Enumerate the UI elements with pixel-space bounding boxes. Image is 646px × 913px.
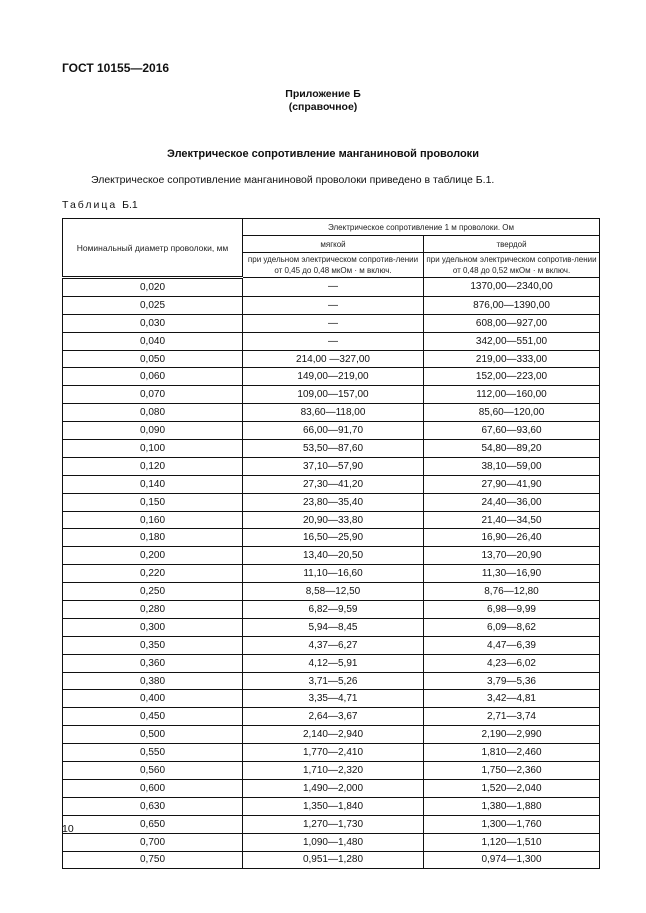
cell-hard-resistance: 1,120—1,510 [424,833,600,851]
header-hard-note: при удельном электрическом сопротив-лении от 0,48 до 0,52 мкОм · м включ. [424,253,600,278]
table-row [63,493,600,511]
cell-hard-resistance: 38,10—59,00 [424,457,600,475]
cell-hard-resistance: 1,520—2,040 [424,779,600,797]
table-body [63,278,600,869]
cell-diameter: 0,200 [63,547,243,565]
table-row [63,654,600,672]
cell-hard-resistance: 6,09—8,62 [424,618,600,636]
table-row [63,457,600,475]
table-row [63,618,600,636]
cell-soft-resistance: 1,710—2,320 [243,762,424,780]
cell-diameter: 0,280 [63,601,243,619]
cell-soft-resistance: — [243,278,424,297]
table-row [63,601,600,619]
cell-soft-resistance: 83,60—118,00 [243,404,424,422]
cell-hard-resistance: 876,00—1390,00 [424,296,600,314]
cell-hard-resistance: 4,23—6,02 [424,654,600,672]
cell-diameter: 0,025 [63,296,243,314]
cell-soft-resistance: 109,00—157,00 [243,386,424,404]
header-resistance-group: Электрическое сопротивление 1 м проволоки. Ом [243,219,600,236]
table-row [63,296,600,314]
page-number: 10 [62,823,74,835]
cell-diameter: 0,060 [63,368,243,386]
cell-soft-resistance: 4,12—5,91 [243,654,424,672]
cell-diameter: 0,100 [63,440,243,458]
cell-hard-resistance: 1,750—2,360 [424,762,600,780]
cell-soft-resistance: 2,140—2,940 [243,726,424,744]
cell-soft-resistance: — [243,296,424,314]
cell-soft-resistance: 2,64—3,67 [243,708,424,726]
cell-soft-resistance: 1,090—1,480 [243,833,424,851]
cell-diameter: 0,080 [63,404,243,422]
cell-soft-resistance: 13,40—20,50 [243,547,424,565]
cell-hard-resistance: 8,76—12,80 [424,583,600,601]
cell-hard-resistance: 608,00—927,00 [424,314,600,332]
cell-diameter: 0,750 [63,851,243,869]
cell-diameter: 0,220 [63,565,243,583]
table-row [63,565,600,583]
table-row [63,708,600,726]
cell-hard-resistance: 1,380—1,880 [424,797,600,815]
table-row [63,672,600,690]
appendix-subtitle: (справочное) [288,101,358,113]
cell-hard-resistance: 27,90—41,90 [424,475,600,493]
cell-diameter: 0,250 [63,583,243,601]
cell-diameter: 0,020 [63,278,243,297]
cell-hard-resistance: 0,974—1,300 [424,851,600,869]
cell-diameter: 0,450 [63,708,243,726]
cell-diameter: 0,550 [63,744,243,762]
cell-soft-resistance: 6,82—9,59 [243,601,424,619]
cell-soft-resistance: 149,00—219,00 [243,368,424,386]
cell-diameter: 0,160 [63,511,243,529]
table-row [63,386,600,404]
cell-diameter: 0,360 [63,654,243,672]
table-row [63,350,600,368]
cell-soft-resistance: 66,00—91,70 [243,422,424,440]
cell-hard-resistance: 54,80—89,20 [424,440,600,458]
cell-diameter: 0,600 [63,779,243,797]
table-caption-number: Б.1 [122,199,138,211]
cell-soft-resistance: 0,951—1,280 [243,851,424,869]
document-id: ГОСТ 10155—2016 [62,61,170,75]
cell-hard-resistance: 67,60—93,60 [424,422,600,440]
cell-diameter: 0,150 [63,493,243,511]
cell-hard-resistance: 11,30—16,90 [424,565,600,583]
cell-hard-resistance: 3,79—5,36 [424,672,600,690]
cell-hard-resistance: 219,00—333,00 [424,350,600,368]
cell-diameter: 0,040 [63,332,243,350]
cell-diameter: 0,380 [63,672,243,690]
intro-paragraph: Электрическое сопротивление манганиновой проволоки приведено в таблице Б.1. [91,174,495,186]
cell-hard-resistance: 1,300—1,760 [424,815,600,833]
table-row [63,744,600,762]
cell-diameter: 0,050 [63,350,243,368]
cell-hard-resistance: 3,42—4,81 [424,690,600,708]
table-row [63,547,600,565]
header-soft: мягкой [243,236,424,253]
cell-hard-resistance: 2,71—3,74 [424,708,600,726]
cell-hard-resistance: 4,47—6,39 [424,636,600,654]
cell-hard-resistance: 21,40—34,50 [424,511,600,529]
table-row [63,314,600,332]
cell-diameter: 0,650 [63,815,243,833]
table-row [63,851,600,869]
table-row [63,475,600,493]
appendix-title: Приложение Б [285,88,361,100]
cell-hard-resistance: 1,810—2,460 [424,744,600,762]
table-row [63,440,600,458]
table-row [63,278,600,297]
cell-soft-resistance: 1,350—1,840 [243,797,424,815]
cell-hard-resistance: 152,00—223,00 [424,368,600,386]
table-caption [62,199,138,211]
cell-diameter: 0,120 [63,457,243,475]
cell-diameter: 0,630 [63,797,243,815]
cell-soft-resistance: 1,770—2,410 [243,744,424,762]
cell-hard-resistance: 85,60—120,00 [424,404,600,422]
cell-soft-resistance: 3,71—5,26 [243,672,424,690]
cell-diameter: 0,350 [63,636,243,654]
cell-soft-resistance: 37,10—57,90 [243,457,424,475]
cell-hard-resistance: 13,70—20,90 [424,547,600,565]
cell-soft-resistance: — [243,332,424,350]
table-row [63,332,600,350]
table-row [63,422,600,440]
table-row [63,779,600,797]
cell-soft-resistance: 1,270—1,730 [243,815,424,833]
cell-diameter: 0,300 [63,618,243,636]
cell-hard-resistance: 112,00—160,00 [424,386,600,404]
cell-soft-resistance: 23,80—35,40 [243,493,424,511]
cell-soft-resistance: 1,490—2,000 [243,779,424,797]
cell-soft-resistance: 16,50—25,90 [243,529,424,547]
cell-hard-resistance: 2,190—2,990 [424,726,600,744]
cell-hard-resistance: 6,98—9,99 [424,601,600,619]
table-row [63,762,600,780]
table-row [63,797,600,815]
header-diameter: Номинальный диаметр проволоки, мм [63,219,243,278]
cell-hard-resistance: 16,90—26,40 [424,529,600,547]
cell-hard-resistance: 342,00—551,00 [424,332,600,350]
cell-hard-resistance: 24,40—36,00 [424,493,600,511]
table-row [63,529,600,547]
cell-diameter: 0,400 [63,690,243,708]
table-row [63,583,600,601]
cell-soft-resistance: 214,00 —327,00 [243,350,424,368]
cell-soft-resistance: 5,94—8,45 [243,618,424,636]
cell-soft-resistance: 3,35—4,71 [243,690,424,708]
header-soft-note: при удельном электрическом сопротив-лении от 0,45 до 0,48 мкОм · м включ. [243,253,424,278]
table-row [63,690,600,708]
cell-diameter: 0,070 [63,386,243,404]
cell-soft-resistance: 53,50—87,60 [243,440,424,458]
table-row [63,404,600,422]
cell-soft-resistance: 27,30—41,20 [243,475,424,493]
table-row [63,368,600,386]
cell-diameter: 0,030 [63,314,243,332]
cell-diameter: 0,140 [63,475,243,493]
table-row [63,833,600,851]
cell-soft-resistance: 20,90—33,80 [243,511,424,529]
cell-diameter: 0,090 [63,422,243,440]
cell-soft-resistance: — [243,314,424,332]
cell-soft-resistance: 11,10—16,60 [243,565,424,583]
table-row [63,726,600,744]
cell-soft-resistance: 4,37—6,27 [243,636,424,654]
table-row [63,511,600,529]
resistance-table [62,218,600,869]
cell-diameter: 0,560 [63,762,243,780]
cell-diameter: 0,180 [63,529,243,547]
table-row [63,636,600,654]
header-hard: твердой [424,236,600,253]
cell-soft-resistance: 8,58—12,50 [243,583,424,601]
table-caption-word: Таблица [62,199,118,211]
section-title: Электрическое сопротивление манганиновой проволоки [167,148,479,160]
cell-hard-resistance: 1370,00—2340,00 [424,278,600,297]
table-row [63,815,600,833]
cell-diameter: 0,500 [63,726,243,744]
cell-diameter: 0,700 [63,833,243,851]
